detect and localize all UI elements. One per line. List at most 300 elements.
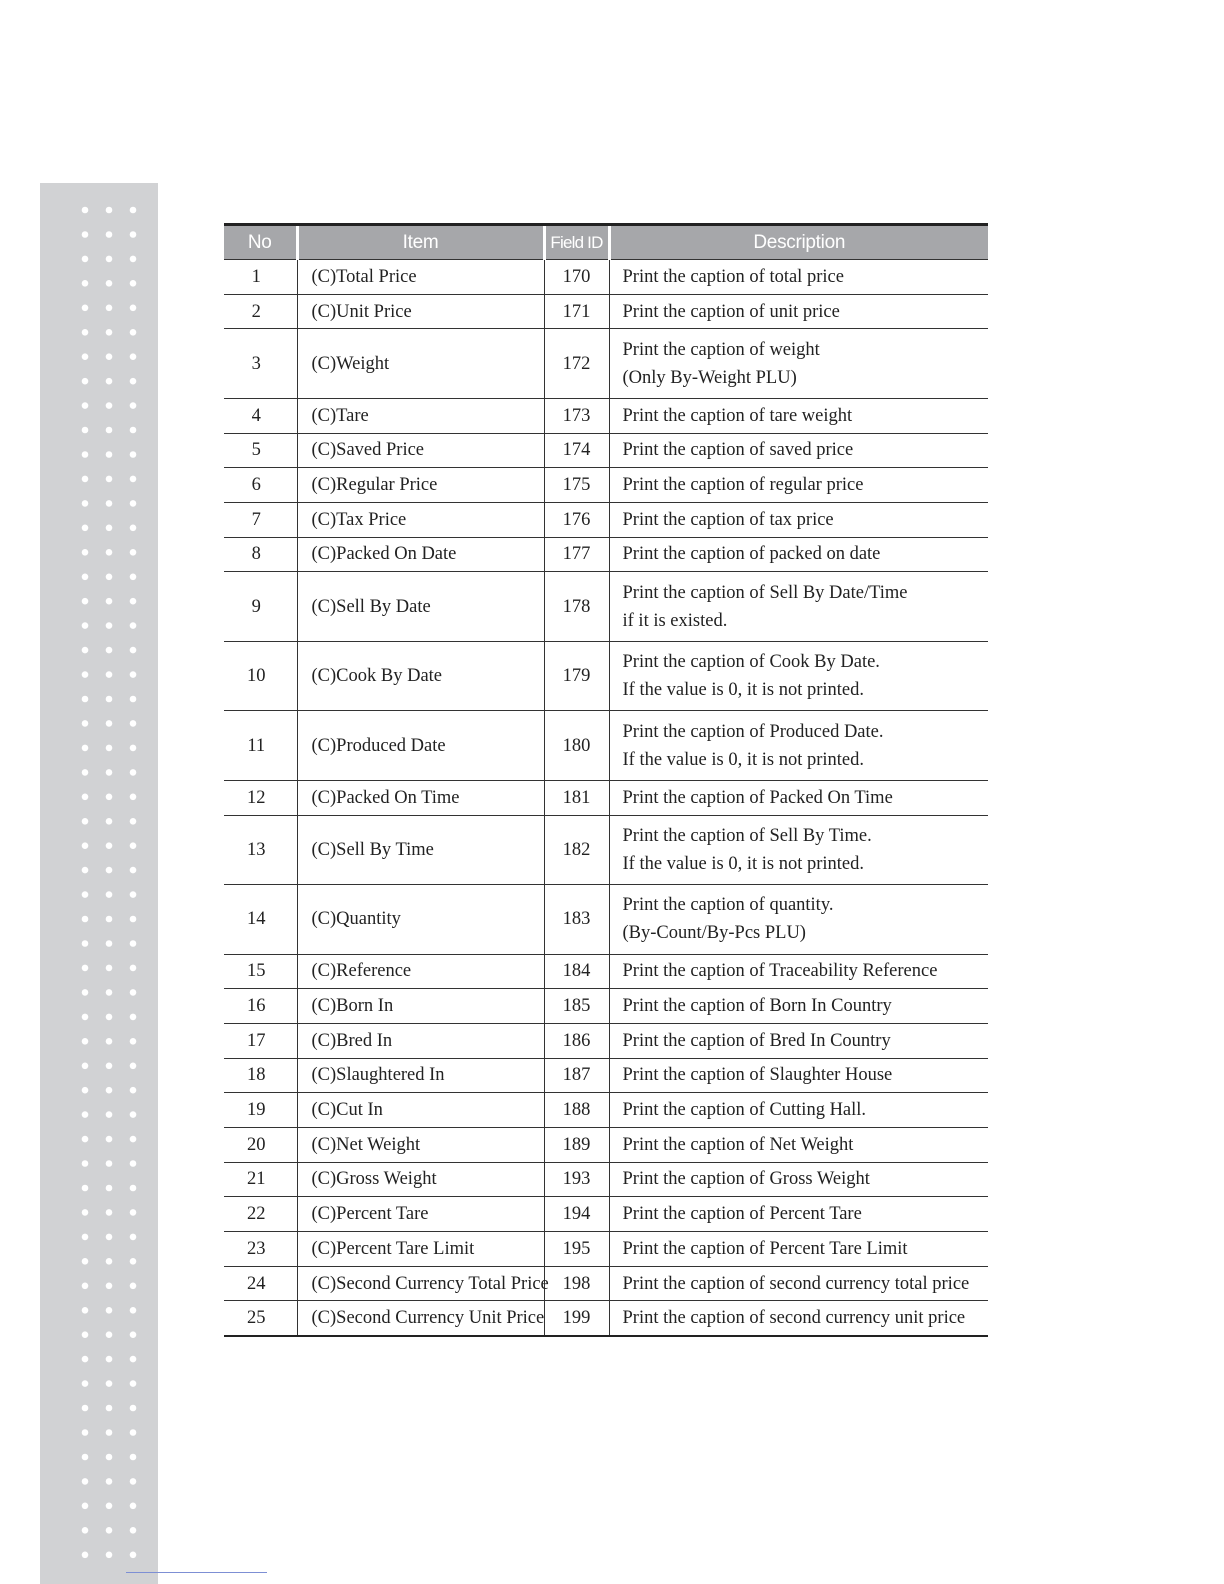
decorative-dot (130, 305, 137, 312)
header-field-id: Field ID (544, 225, 609, 260)
decorative-dot (82, 671, 89, 678)
table-row (224, 1162, 988, 1197)
decorative-dot (82, 231, 89, 238)
description-line: Print the caption of Cutting Hall. (622, 1100, 867, 1121)
decorative-dot (82, 891, 89, 898)
cell-no (224, 1162, 297, 1197)
decorative-dot (106, 402, 113, 409)
decorative-dot (130, 427, 137, 434)
decorative-dot (82, 696, 89, 703)
decorative-dot (106, 818, 113, 825)
decorative-dot (82, 1185, 89, 1192)
table-row (224, 885, 988, 955)
decorative-dot (130, 1454, 137, 1461)
decorative-dot (82, 940, 89, 947)
description-line: Print the caption of Sell By Date/Time (622, 582, 908, 603)
cell-no (224, 1232, 297, 1267)
cell-field-id: 198 (544, 1266, 609, 1301)
cell-field-id: 183 (544, 885, 609, 955)
cell-field-id: 187 (544, 1058, 609, 1093)
decorative-dot (130, 378, 137, 385)
decorative-dot (130, 965, 137, 972)
decorative-dot (106, 1552, 113, 1559)
decorative-dot (106, 989, 113, 996)
table-row (224, 1266, 988, 1301)
decorative-dot (106, 940, 113, 947)
footer-rule (126, 1572, 267, 1573)
cell-description (609, 537, 988, 572)
description-line: Print the caption of Net Weight (622, 1134, 854, 1155)
decorative-dot (130, 891, 137, 898)
description-line: If the value is 0, it is not printed. (622, 749, 864, 770)
decorative-dot (130, 1014, 137, 1021)
decorative-dot (82, 1234, 89, 1241)
decorative-dot (130, 696, 137, 703)
row-number: 15 (247, 961, 266, 982)
description-line: (Only By-Weight PLU) (622, 367, 797, 388)
cell-description (609, 1197, 988, 1232)
decorative-dot (106, 647, 113, 654)
decorative-dot (130, 1136, 137, 1143)
decorative-dot (106, 1527, 113, 1534)
decorative-dot (130, 989, 137, 996)
cell-field-id: 171 (544, 294, 609, 329)
decorative-dot (106, 1234, 113, 1241)
cell-no (224, 260, 297, 295)
decorative-dot (130, 329, 137, 336)
cell-field-id: 184 (544, 954, 609, 989)
cell-no (224, 780, 297, 815)
description-line: Print the caption of regular price (622, 475, 864, 496)
row-number: 23 (247, 1238, 266, 1259)
cell-field-id: 195 (544, 1232, 609, 1267)
cell-item: (C)Saved Price (297, 433, 544, 468)
cell-description (609, 711, 988, 781)
decorative-dot (130, 1307, 137, 1314)
cell-field-id: 181 (544, 780, 609, 815)
decorative-dot (82, 1111, 89, 1118)
cell-field-id: 179 (544, 641, 609, 711)
decorative-dot (82, 476, 89, 483)
cell-item: (C)Packed On Date (297, 537, 544, 572)
cell-field-id: 199 (544, 1301, 609, 1336)
decorative-dot (130, 769, 137, 776)
row-number: 11 (247, 735, 266, 756)
table-row (224, 989, 988, 1024)
cell-no (224, 1058, 297, 1093)
header-no: No (224, 225, 297, 260)
description-line: Print the caption of Slaughter House (622, 1065, 893, 1086)
decorative-dot (130, 818, 137, 825)
table-header-row (224, 225, 988, 260)
decorative-dot (106, 745, 113, 752)
decorative-dot (106, 1429, 113, 1436)
decorative-dot (130, 867, 137, 874)
description-line: Print the caption of Produced Date. (622, 721, 884, 742)
decorative-dot (106, 1136, 113, 1143)
table-row (224, 1197, 988, 1232)
cell-description (609, 885, 988, 955)
row-number: 3 (251, 353, 261, 374)
decorative-dot (106, 231, 113, 238)
decorative-dot (82, 1136, 89, 1143)
decorative-dot (82, 1209, 89, 1216)
table-row (224, 1058, 988, 1093)
decorative-dot (82, 1087, 89, 1094)
cell-no (224, 398, 297, 433)
row-number: 25 (247, 1308, 266, 1329)
decorative-dot (130, 1111, 137, 1118)
cell-field-id: 185 (544, 989, 609, 1024)
decorative-dot (106, 1454, 113, 1461)
description-line: Print the caption of quantity. (622, 895, 834, 916)
row-number: 7 (251, 509, 261, 530)
decorative-dot (130, 622, 137, 629)
row-number: 17 (247, 1030, 266, 1051)
row-number: 13 (247, 839, 266, 860)
description-line: Print the caption of Packed On Time (622, 787, 893, 808)
cell-field-id: 182 (544, 815, 609, 885)
decorative-dot (82, 1258, 89, 1265)
decorative-dot (130, 1160, 137, 1167)
header-description: Description (609, 225, 988, 260)
cell-no (224, 1127, 297, 1162)
decorative-dot (82, 1331, 89, 1338)
decorative-dot (106, 1111, 113, 1118)
cell-no (224, 1301, 297, 1336)
cell-item: (C)Second Currency Unit Price (297, 1301, 544, 1336)
cell-item: (C)Cut In (297, 1093, 544, 1128)
cell-no (224, 711, 297, 781)
cell-item: (C)Unit Price (297, 294, 544, 329)
decorative-dot (82, 1429, 89, 1436)
description-line: Print the caption of Sell By Time. (622, 825, 872, 846)
description-line: Print the caption of second currency total price (622, 1273, 970, 1294)
description-line: Print the caption of saved price (622, 440, 854, 461)
decorative-dot (106, 842, 113, 849)
cell-field-id: 194 (544, 1197, 609, 1232)
decorative-dot (82, 1503, 89, 1510)
decorative-dot (130, 1234, 137, 1241)
cell-description (609, 815, 988, 885)
decorative-dot (130, 525, 137, 532)
decorative-dot (82, 989, 89, 996)
decorative-dot (82, 402, 89, 409)
decorative-dot (82, 329, 89, 336)
cell-item: (C)Weight (297, 329, 544, 399)
description-line: Print the caption of Percent Tare (622, 1204, 862, 1225)
table-row (224, 572, 988, 642)
description-line: Print the caption of tax price (622, 509, 834, 530)
table-row (224, 780, 988, 815)
decorative-dot (106, 476, 113, 483)
description-line: Print the caption of Bred In Country (622, 1030, 891, 1051)
decorative-dot (82, 818, 89, 825)
caption-field-table (224, 223, 988, 1337)
decorative-dot (130, 1063, 137, 1070)
row-number: 1 (251, 266, 261, 287)
decorative-dot (82, 427, 89, 434)
cell-item: (C)Packed On Time (297, 780, 544, 815)
decorative-dot (130, 451, 137, 458)
decorative-dot (82, 207, 89, 214)
decorative-dot (106, 1503, 113, 1510)
decorative-dot (82, 842, 89, 849)
table-row (224, 815, 988, 885)
row-number: 2 (251, 301, 261, 322)
decorative-dot (106, 769, 113, 776)
decorative-dot (106, 500, 113, 507)
decorative-dot (82, 1014, 89, 1021)
cell-description (609, 1232, 988, 1267)
row-number: 12 (247, 787, 266, 808)
cell-description (609, 641, 988, 711)
decorative-dot (130, 1380, 137, 1387)
decorative-dot (130, 256, 137, 263)
description-line: If the value is 0, it is not printed. (622, 680, 864, 701)
row-number: 21 (247, 1169, 266, 1190)
description-line: Print the caption of Cook By Date. (622, 652, 880, 673)
decorative-dot (106, 794, 113, 801)
cell-description (609, 502, 988, 537)
cell-no (224, 468, 297, 503)
table-row (224, 468, 988, 503)
decorative-dot (106, 1160, 113, 1167)
decorative-dot (130, 1478, 137, 1485)
description-line: Print the caption of weight (622, 339, 820, 360)
cell-item: (C)Tare (297, 398, 544, 433)
decorative-dot (130, 720, 137, 727)
decorative-dot (106, 1283, 113, 1290)
decorative-dot (106, 451, 113, 458)
decorative-dot (82, 794, 89, 801)
decorative-dot (82, 451, 89, 458)
cell-item: (C)Slaughtered In (297, 1058, 544, 1093)
decorative-dot (106, 305, 113, 312)
decorative-dot (130, 1038, 137, 1045)
decorative-dot (106, 671, 113, 678)
decorative-dot (82, 867, 89, 874)
decorative-dot (106, 1405, 113, 1412)
decorative-dot (82, 1552, 89, 1559)
cell-no (224, 329, 297, 399)
cell-item: (C)Born In (297, 989, 544, 1024)
table-row (224, 398, 988, 433)
decorative-dot (82, 353, 89, 360)
decorative-dot (130, 549, 137, 556)
decorative-dot (130, 1405, 137, 1412)
cell-description (609, 294, 988, 329)
decorative-dot (82, 305, 89, 312)
cell-item: (C)Tax Price (297, 502, 544, 537)
decorative-dot (130, 1503, 137, 1510)
cell-no (224, 537, 297, 572)
table-row (224, 537, 988, 572)
row-number: 6 (251, 475, 261, 496)
decorative-dot (82, 1356, 89, 1363)
description-line: Print the caption of total price (622, 266, 844, 287)
decorative-dot (82, 1454, 89, 1461)
description-line: Print the caption of Born In Country (622, 996, 892, 1017)
decorative-dot (130, 1209, 137, 1216)
table-row (224, 329, 988, 399)
cell-description (609, 468, 988, 503)
description-line: Print the caption of Percent Tare Limit (622, 1238, 908, 1259)
cell-item: (C)Sell By Date (297, 572, 544, 642)
table-row (224, 1127, 988, 1162)
cell-description (609, 1093, 988, 1128)
decorative-dot (106, 1331, 113, 1338)
decorative-dot (106, 329, 113, 336)
decorative-dot (106, 1209, 113, 1216)
table-row (224, 260, 988, 295)
decorative-dot (130, 1356, 137, 1363)
decorative-dot (106, 891, 113, 898)
decorative-dot (130, 231, 137, 238)
cell-field-id: 176 (544, 502, 609, 537)
row-number: 14 (247, 909, 266, 930)
description-line: Print the caption of tare weight (622, 405, 853, 426)
decorative-dot (130, 1283, 137, 1290)
decorative-side-strip (40, 183, 158, 1584)
row-number: 22 (247, 1204, 266, 1225)
decorative-dot (106, 622, 113, 629)
decorative-dot (106, 574, 113, 581)
decorative-dot (130, 916, 137, 923)
decorative-dot (82, 1380, 89, 1387)
decorative-dot (82, 1405, 89, 1412)
cell-no (224, 1093, 297, 1128)
cell-description (609, 1058, 988, 1093)
decorative-dot (106, 256, 113, 263)
cell-item: (C)Percent Tare (297, 1197, 544, 1232)
description-line: Print the caption of Gross Weight (622, 1169, 870, 1190)
decorative-dot (106, 1185, 113, 1192)
cell-field-id: 177 (544, 537, 609, 572)
decorative-dot (106, 867, 113, 874)
decorative-dot (82, 549, 89, 556)
cell-description (609, 260, 988, 295)
cell-no (224, 1197, 297, 1232)
cell-item: (C)Reference (297, 954, 544, 989)
decorative-dot (106, 965, 113, 972)
cell-field-id: 189 (544, 1127, 609, 1162)
cell-description (609, 1023, 988, 1058)
cell-no (224, 989, 297, 1024)
decorative-dot (106, 696, 113, 703)
cell-description (609, 780, 988, 815)
cell-no (224, 641, 297, 711)
cell-field-id: 188 (544, 1093, 609, 1128)
decorative-dot (130, 1087, 137, 1094)
decorative-dot (82, 1527, 89, 1534)
cell-field-id: 172 (544, 329, 609, 399)
cell-field-id: 193 (544, 1162, 609, 1197)
decorative-dot (82, 256, 89, 263)
cell-description (609, 1162, 988, 1197)
description-line: (By-Count/By-Pcs PLU) (622, 923, 806, 944)
cell-no (224, 1266, 297, 1301)
cell-field-id: 173 (544, 398, 609, 433)
cell-field-id: 180 (544, 711, 609, 781)
decorative-dot (130, 500, 137, 507)
decorative-dot (82, 378, 89, 385)
cell-item: (C)Percent Tare Limit (297, 1232, 544, 1267)
decorative-dot (130, 794, 137, 801)
row-number: 18 (247, 1065, 266, 1086)
description-line: Print the caption of second currency unit price (622, 1308, 966, 1329)
cell-item: (C)Bred In (297, 1023, 544, 1058)
decorative-dot (106, 1478, 113, 1485)
cell-item: (C)Sell By Time (297, 815, 544, 885)
cell-no (224, 572, 297, 642)
decorative-dot (106, 1356, 113, 1363)
table-row (224, 1232, 988, 1267)
decorative-dot (82, 1307, 89, 1314)
cell-description (609, 572, 988, 642)
table-row (224, 1093, 988, 1128)
row-number: 20 (247, 1134, 266, 1155)
row-number: 8 (251, 544, 261, 565)
cell-description (609, 433, 988, 468)
decorative-dot (82, 769, 89, 776)
decorative-dot (82, 965, 89, 972)
decorative-dot (130, 1527, 137, 1534)
decorative-dot (130, 647, 137, 654)
table-row (224, 954, 988, 989)
cell-no (224, 885, 297, 955)
decorative-dot (82, 1478, 89, 1485)
cell-item: (C)Total Price (297, 260, 544, 295)
decorative-dot (130, 574, 137, 581)
table-row (224, 502, 988, 537)
decorative-dot (130, 476, 137, 483)
row-number: 10 (247, 666, 266, 687)
decorative-dot (130, 280, 137, 287)
cell-no (224, 294, 297, 329)
table-row (224, 294, 988, 329)
dot-pattern (40, 183, 158, 1584)
cell-item: (C)Net Weight (297, 1127, 544, 1162)
decorative-dot (130, 1429, 137, 1436)
row-number: 9 (251, 596, 261, 617)
decorative-dot (106, 378, 113, 385)
decorative-dot (82, 1283, 89, 1290)
decorative-dot (82, 574, 89, 581)
decorative-dot (106, 1380, 113, 1387)
cell-field-id: 174 (544, 433, 609, 468)
decorative-dot (130, 1258, 137, 1265)
header-item: Item (297, 225, 544, 260)
decorative-dot (130, 1331, 137, 1338)
cell-field-id: 170 (544, 260, 609, 295)
decorative-dot (130, 353, 137, 360)
decorative-dot (130, 940, 137, 947)
row-number: 16 (247, 996, 266, 1017)
table-row (224, 711, 988, 781)
cell-description (609, 954, 988, 989)
cell-no (224, 1023, 297, 1058)
decorative-dot (130, 598, 137, 605)
decorative-dot (82, 916, 89, 923)
decorative-dot (82, 647, 89, 654)
decorative-dot (106, 525, 113, 532)
decorative-dot (130, 1185, 137, 1192)
cell-item: (C)Second Currency Total Price (297, 1266, 544, 1301)
decorative-dot (130, 842, 137, 849)
decorative-dot (106, 1307, 113, 1314)
cell-description (609, 989, 988, 1024)
